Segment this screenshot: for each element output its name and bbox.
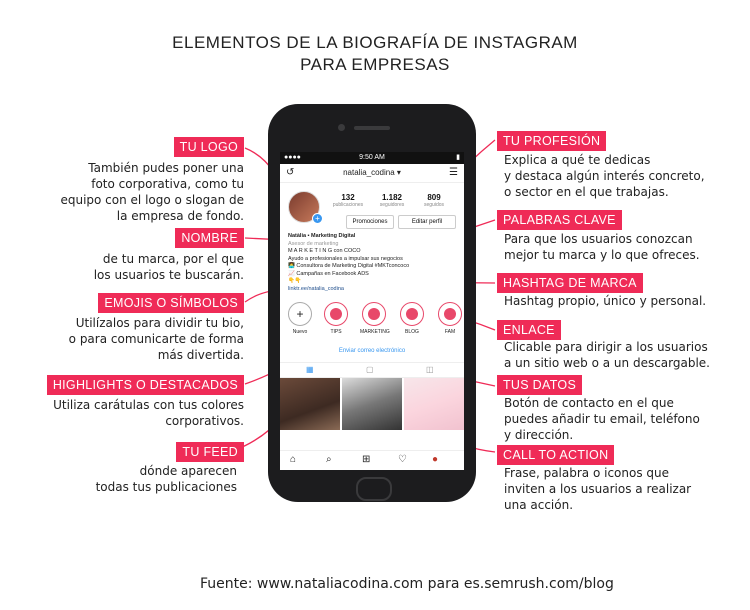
desc-tus-datos: Botón de contacto en el que puedes añadir tu email, teléfono y dirección. xyxy=(504,396,700,442)
hamburger-menu-icon[interactable]: ☰ xyxy=(449,167,458,178)
stat-posts[interactable] xyxy=(328,193,368,208)
bio-text xyxy=(288,233,458,293)
highlight-cover-icon xyxy=(400,302,424,326)
desc-tu-logo: También pudes poner una foto corporativa, como tu equipo con el logo o slogan de la empresa de fondo. xyxy=(60,161,244,223)
bio-line4: 👇👇 xyxy=(288,278,302,284)
desc-profesion: Explica a qué te dedicas y destaca algún interés concreto, o sector en el que trabajas. xyxy=(504,153,705,199)
profile-username[interactable]: natalia_codina ▾ xyxy=(343,168,401,177)
highlight-label: Nuevo xyxy=(292,329,308,335)
bio-line3: 📈 Campañas en Facebook ADS xyxy=(288,270,369,277)
tag-tu-logo: TU LOGO xyxy=(174,137,244,157)
highlight-new[interactable] xyxy=(286,302,314,335)
profile-icon[interactable]: ● xyxy=(432,454,439,465)
desc-hashtag: Hashtag propio, único y personal. xyxy=(504,294,707,308)
feed-post-1[interactable] xyxy=(280,378,340,430)
desc-call-to-action: Frase, palabra o iconos que inviten a los usuarios a realizar una acción. xyxy=(504,466,692,512)
phone-screen xyxy=(280,152,464,470)
bottom-nav xyxy=(280,450,464,470)
home-icon[interactable]: ⌂ xyxy=(290,454,297,465)
stat-followers-count: 1.182 xyxy=(381,193,403,202)
tag-highlights: HIGHLIGHTS O DESTACADOS xyxy=(47,375,244,395)
highlight-fam[interactable] xyxy=(436,302,464,335)
camera-dot xyxy=(338,124,345,131)
edit-profile-button[interactable]: Editar perfil xyxy=(398,215,456,229)
bio-link[interactable]: linktr.ee/natalia_codina xyxy=(288,285,344,292)
bio-line2: 👩‍💻 Consultora de Marketing Digital #MKTconcoco xyxy=(288,263,410,269)
stat-posts-label: publicaciones xyxy=(332,202,364,208)
desc-emojis: Utilízalos para dividir tu bio, o para comunicarte de forma más divertida. xyxy=(68,316,244,362)
stat-following-count: 809 xyxy=(427,193,441,202)
heart-icon[interactable]: ♡ xyxy=(398,454,407,465)
highlight-label: FAM xyxy=(444,329,456,335)
tag-enlace: ENLACE xyxy=(497,320,561,340)
tag-nombre: NOMBRE xyxy=(175,228,244,248)
highlight-tips[interactable] xyxy=(322,302,350,335)
highlight-label: TIPS xyxy=(330,329,342,335)
new-post-icon[interactable]: ⊞ xyxy=(362,454,371,465)
tag-profesion: TU PROFESIÓN xyxy=(497,131,606,151)
bio-line1: Ayudo a profesionales a impulsar sus negocios xyxy=(288,255,403,262)
desc-tu-feed: dónde aparecen todas tus publicaciones xyxy=(95,464,237,494)
feed-grid xyxy=(280,378,464,430)
highlight-cover-icon xyxy=(438,302,462,326)
stat-following[interactable] xyxy=(414,193,454,208)
highlight-cover-icon xyxy=(324,302,348,326)
tag-tu-feed: TU FEED xyxy=(176,442,244,462)
phone-mockup xyxy=(268,104,476,502)
add-highlight-icon: + xyxy=(288,302,312,326)
stat-following-label: seguidos xyxy=(423,202,444,208)
stat-followers-label: seguidores xyxy=(379,202,405,208)
stat-posts-count: 132 xyxy=(341,193,355,202)
status-bar xyxy=(280,152,464,164)
source-credit: Fuente: www.nataliacodina.com para es.semrush.com/blog xyxy=(200,576,614,592)
battery-icon: ▮ xyxy=(456,154,460,161)
profile-section xyxy=(280,183,464,301)
search-icon[interactable]: ⌕ xyxy=(326,454,332,465)
bio-brand: M A R K E T I N G con COCO xyxy=(288,248,361,254)
highlights-row xyxy=(280,302,464,346)
page-title-line1: ELEMENTOS DE LA BIOGRAFÍA DE INSTAGRAM xyxy=(172,33,578,52)
tag-tus-datos: TUS DATOS xyxy=(497,375,582,395)
grid-tab-icon[interactable]: ▦ xyxy=(306,365,314,374)
bio-category: Asesor de marketing xyxy=(288,240,339,247)
desc-palabras-clave: Para que los usuarios conozcan mejor tu marca y lo que ofreces. xyxy=(504,232,700,262)
highlight-marketing[interactable] xyxy=(360,302,388,335)
feed-post-2[interactable] xyxy=(342,378,402,430)
profile-tabs xyxy=(280,362,464,378)
history-icon[interactable]: ↺ xyxy=(286,167,295,178)
desc-enlace: Clicable para dirigir a los usuarios a un sitio web o a un descargable. xyxy=(504,340,710,370)
tag-emojis: EMOJIS O SÍMBOLOS xyxy=(98,293,244,313)
feed-post-3[interactable] xyxy=(404,378,464,430)
bio-name: Natàlia ▪ Marketing Digital xyxy=(288,233,356,239)
tag-hashtag: HASHTAG DE MARCA xyxy=(497,273,643,293)
speaker-grille xyxy=(354,126,390,130)
home-button xyxy=(356,477,392,501)
status-time: 9:50 AM xyxy=(359,154,385,161)
highlight-label: MARKETING xyxy=(360,329,390,335)
add-story-icon[interactable]: + xyxy=(312,213,323,224)
tag-palabras-clave: PALABRAS CLAVE xyxy=(497,210,622,230)
promotions-button[interactable]: Promociones xyxy=(346,215,394,229)
signal-icon: ●●●● xyxy=(284,154,301,161)
reels-tab-icon[interactable]: ▢ xyxy=(366,365,374,374)
tag-call-to-action: CALL TO ACTION xyxy=(497,445,614,465)
highlight-blog[interactable] xyxy=(398,302,426,335)
highlight-cover-icon xyxy=(362,302,386,326)
desc-nombre: de tu marca, por el que los usuarios te buscarán. xyxy=(93,252,244,282)
stat-followers[interactable] xyxy=(372,193,412,208)
profile-header xyxy=(280,164,464,183)
desc-highlights: Utiliza carátulas con tus colores corporativos. xyxy=(53,398,244,428)
page-title-line2: PARA EMPRESAS xyxy=(300,55,450,74)
tagged-tab-icon[interactable]: ◫ xyxy=(426,365,434,374)
highlight-label: BLOG xyxy=(405,329,419,335)
email-button[interactable]: Enviar correo electrónico xyxy=(338,348,406,354)
